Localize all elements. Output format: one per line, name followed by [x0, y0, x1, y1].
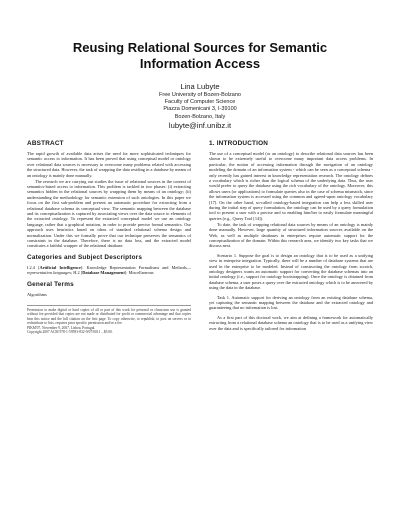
introduction-heading: 1. INTRODUCTION: [209, 140, 269, 147]
affiliation-line: Free University of Bozen-Bolzano: [159, 92, 241, 98]
categories-term: Artificial Intelligence: [39, 264, 81, 270]
paper-title: Reusing Relational Sources for Semantic Information Access: [72, 40, 328, 71]
general-terms-heading: General Terms: [27, 280, 74, 288]
categories-heading: Categories and Subject Descriptors: [27, 253, 143, 261]
abstract-paragraph: The rapid growth of available data arises the need for more sophisticated techniques for semantic access to information. It has been proved that using conceptual model or ontology over relational data sources is necessary to overcome many problems related with accessing the structured data. However, the task of wrapping the data residing in a database by means of an ontology is mainly done manually.: [27, 151, 191, 178]
categories-text: [27, 265, 191, 276]
abstract-heading: ABSTRACT: [27, 140, 64, 147]
author-name: Lina Lubyte: [180, 82, 220, 91]
general-terms-text: Algorithms: [27, 291, 47, 297]
scenario-paragraph: Scenario 1. Suppose the goal is to design an ontology that is to be used as a unifying view in enterprise integration. Typically, there will be a number of database systems that are used in the enterprise to be modeled. Instead of constructing the ontology from scratch, ontology designers wants an automatic support for converting the database schemas into an initial ontology (i.e., support for ontology bootstrapping). Once the ontology is obtained from database schema, a user poses a query over the extracted ontology which is to be answered by using the data in the database.: [209, 252, 373, 291]
categories-term: Database Management: [82, 270, 125, 276]
categories-descriptor: ]: Miscellaneous: [124, 270, 154, 276]
categories-code: I.2.4 [: [27, 264, 40, 270]
two-column-body: [27, 140, 373, 334]
task-paragraph: Task 1. Automatic support for deriving an ontology from an existing database schema, yet capturing the semantic mapping between the database and the extracted ontology and guaranteeing that no information is lost.: [209, 294, 373, 311]
abstract-paragraph: The research we are carrying out studies the issue of relational sources in the context of semantics-based access to information. This problem is tackled in two phases: (i) extracting semantics hidden in the relational sources by wrapping them by means of an ontology; (ii) understanding the methodology for semantic extension of such ontologies. In this paper we focus on the first sub-problem and present an automatic procedure for extracting from a relational database schema its conceptual view. The semantic mapping between the database and its conceptualization is captured by associating views over the data source to elements of the extracted ontology. To represent the extracted conceptual model we use an ontology language, rather that a graphical notation, in order to provide precise formal semantics. Our approach uses heuristics based on ideas of standard relational schema design and normalization. Under this we formally prove that our technique preserves the semantics of constraints in the database. Therefore, there is no data loss, and the extracted model constitutes a faithful wrapper of the relational database.: [27, 178, 191, 249]
author-block: [27, 82, 373, 131]
categories-code: ; H.2 [: [70, 270, 83, 276]
affiliation-line: Piazza Domenicani 3, I-39100: [163, 106, 237, 113]
copyright-notice: [27, 305, 191, 334]
right-column: [209, 140, 373, 334]
affiliation-line: Faculty of Computer Science: [164, 99, 236, 106]
categories-subject: representation languages: [27, 270, 71, 276]
introduction-paragraph: To date, the task of wrapping relational data sources by means of an ontology is mainly done manually. However, large quantity of structured information sources available on the Web, as well as multiple databases in enterprises require automatic support for the conceptualization of the domain. Within this research area, we identify two key tasks that we discuss next.: [209, 221, 373, 249]
author-email[interactable]: lubyte@inf.unibz.it: [168, 120, 232, 130]
venue-text: PIKM'07, November 9, 2007, Lisboa, Portugal.: [27, 325, 96, 330]
introduction-paragraph: As a first part of this doctoral work, we aim at defining a framework for automatically extracting from a relational database schema an ontology that is to be used as a unifying view over the data and is specifically tailored for information: [209, 314, 373, 331]
permission-text: Permission to make digital or hard copies of all or part of this work for personal or classroom use is granted without fee provided that copies are not made or distributed for profit or commercial advantage and that copies bear this notice and the full citation on the first page. To copy otherwise, to republish, to post on servers or to redistribute to lists, requires prior specific permission and/or a fee.: [27, 308, 191, 326]
copyright-line: Copyright 2007 ACM 978-1-59593-832-9/07/0011 ...$5.00.: [27, 330, 113, 335]
introduction-paragraph: The use of a conceptual model (or an ontology) to describe relational data sources has been shown to be extremely useful to overcome many important data access problems. In particular, the notion of accessing information through the navigation of an ontology modeling the domain of an information system - which can be seen as a conceptual schema - only recently has gained interest in knowledge representation research. The ontology defines a vocabulary which is richer than the logical schema of the underlying data. Thus, the user would prefer to query the database using the rich vocabulary of the ontology. Moreover, this allows users (or applications) to formulate queries also in the case of schema mismatch, since the information system is accessed using the common and agreed-upon ontology vocabulary [17]. On the other hand, so-called ontology-based integration can help a less skilled user during the initial step of query formulation, the ontology can be used by a query formulation tool to present a user with a precise and so enabling him/her to easily formulate meaningful queries (e.g., Query Tool [14]).: [209, 151, 373, 221]
categories-descriptor: ]: Knowledge Representation Formalisms and Methods—: [80, 264, 191, 270]
affiliation-line: Bozen-Bolzano, Italy: [174, 113, 226, 120]
left-column: [27, 140, 191, 334]
